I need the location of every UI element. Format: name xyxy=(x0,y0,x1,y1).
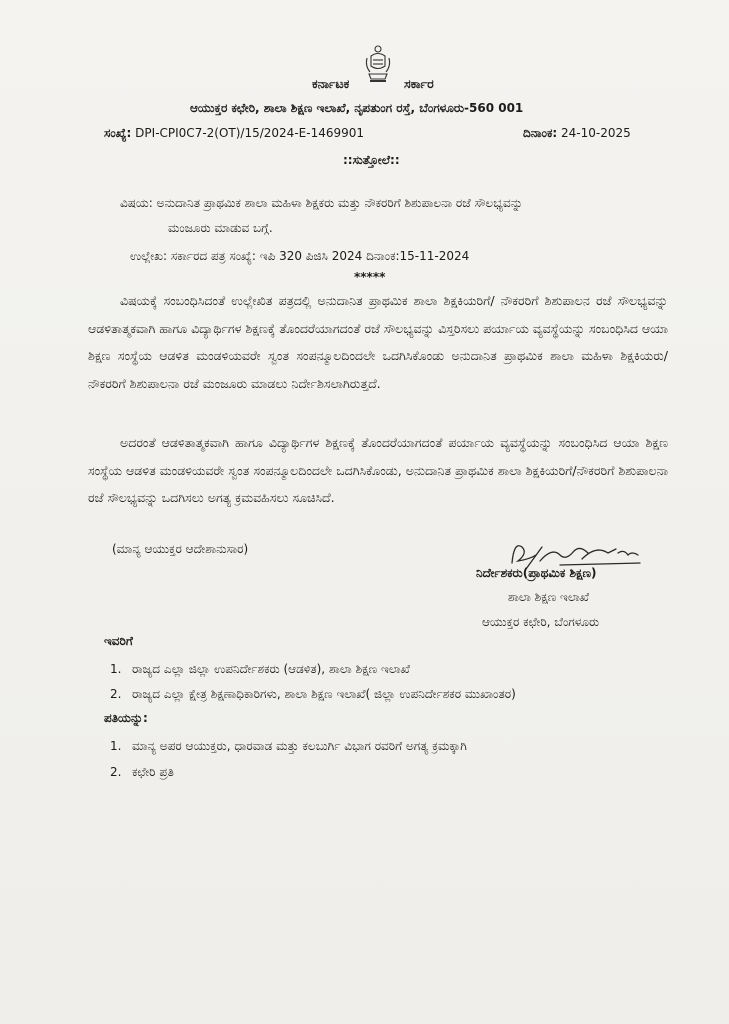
subject-label: ವಿಷಯ: xyxy=(120,196,153,210)
authority-line: (ಮಾನ್ಯ ಆಯುಕ್ತರ ಆದೇಶಾನುಸಾರ) xyxy=(112,542,249,556)
subject-text-1: ಅನುದಾನಿತ ಪ್ರಾಥಮಿಕ ಶಾಲಾ ಮಹಿಳಾ ಶಿಕ್ಷಕರು ಮತ್ತು ನೌಕರರಿಗೆ ಶಿಶುಪಾಲನಾ ರಜೆ ಸೌಲಭ್ಯವನ್ನು xyxy=(152,196,523,210)
body-paragraph-1: ವಿಷಯಕ್ಕೆ ಸಂಬಂಧಿಸಿದಂತೆ ಉಲ್ಲೇಖಿತ ಪತ್ರದಲ್ಲಿ ಅನುದಾನಿತ ಪ್ರಾಥಮಿಕ ಶಾಲಾ ಶಿಕ್ಷಕಿಯರಿಗೆ/ ನೌಕರರಿಗೆ ಶಿಶುಪಾಲನ ರಜೆ ಸೌಲಭ್ಯವನ್ನು ಆಡಳಿತಾತ್ಮಕವಾಗಿ ಹಾಗೂ ವಿದ್ಯಾರ್ಥಿಗಳ ಶಿಕ್ಷಣಕ್ಕೆ ತೊಂದರೆಯಾಗದಂತೆ ರಜೆ ಸೌಲಭ್ಯವನ್ನು ವಿಸ್ತರಿಸಲು ಪರ್ಯಾಯ ವ್ಯವಸ್ಥೆಯನ್ನು ಸಂಬಂಧಿಸಿದ ಆಯಾ ಶಿಕ್ಷಣ ಸಂಸ್ಥೆಯ ಆಡಳಿತ ಮಂಡಳಿಯವರೇ ಸ್ವಂತ ಸಂಪನ್ಮೂಲದಿಂದಲೇ ಒದಗಿಸಿಕೊಂಡು ಅನುದಾನಿತ ಪ್ರಾಥಮಿಕ ಶಾಲಾ ಮಹಿಳಾ ಶಿಕ್ಷಕಿಯರು/ನೌಕರರಿಗೆ ಶಿಶುಪಾಲನಾ ರಜೆ ಮಂಜೂರು ಮಾಡಲು ನಿರ್ದೇಶಿಸಲಾಗಿರುತ್ತದೆ. xyxy=(88,293,668,391)
signatory-department: ಶಾಲಾ ಶಿಕ್ಷಣ ಇಲಾಖೆ xyxy=(508,590,590,604)
recipient-text: ರಾಜ್ಯದ ಎಲ್ಲಾ ಜಿಲ್ಲಾ ಉಪನಿರ್ದೇಶಕರು (ಆಡಳಿತ), ಶಾಲಾ ಶಿಕ್ಷಣ ಇಲಾಖೆ xyxy=(132,662,411,676)
separator-stars: ***** xyxy=(354,270,386,284)
office-address xyxy=(190,101,523,116)
date-value: 24-10-2025 xyxy=(557,126,631,140)
government-label: ಸರ್ಕಾರ xyxy=(404,76,434,91)
copy-number: 2. xyxy=(110,765,122,779)
reference-number xyxy=(104,126,364,141)
circular-title: ::ಸುತ್ತೋಲೆ:: xyxy=(343,153,400,167)
body-paragraph-2: ಅದರಂತೆ ಆಡಳಿತಾತ್ಮಕವಾಗಿ ಹಾಗೂ ವಿದ್ಯಾರ್ಥಿಗಳ ಶಿಕ್ಷಣಕ್ಕೆ ತೊಂದರೆಯಾಗದಂತೆ ಪರ್ಯಾಯ ವ್ಯವಸ್ಥೆಯನ್ನು ಸಂಬಂಧಿಸಿದ ಆಯಾ ಶಿಕ್ಷಣ ಸಂಸ್ಥೆಯ ಆಡಳಿತ ಮಂಡಳಿಯವರೇ ಸ್ವಂತ ಸಂಪನ್ಮೂಲದಿಂದಲೇ ಒದಗಿಸಿಕೊಂಡು, ಅನುದಾನಿತ ಪ್ರಾಥಮಿಕ ಶಾಲಾ ಶಿಕ್ಷಕಿಯರಿಗೆ/ನೌಕರರಿಗೆ ಶಿಶುಪಾಲನಾ ರಜೆ ಸೌಲಭ್ಯವನ್ನು ಒದಗಿಸಲು ಅಗತ್ಯ ಕ್ರಮವಹಿಸಲು ಸೂಚಿಸಿದೆ. xyxy=(88,435,668,505)
copy-item xyxy=(110,765,174,780)
pincode: 560 001 xyxy=(469,101,524,115)
recipient-number: 1. xyxy=(110,662,122,676)
letter-date xyxy=(523,126,631,141)
recipients-label: ಇವರಿಗೆ xyxy=(104,634,133,648)
copies-label: ಪತಿಯನ್ನು: xyxy=(104,711,148,725)
recipient-item xyxy=(110,687,516,702)
copy-text: ಮಾನ್ಯ ಅಪರ ಆಯುಕ್ತರು, ಧಾರವಾಡ ಮತ್ತು ಕಲಬುರ್ಗಿ ವಿಭಾಗ ರವರಿಗೆ ಅಗತ್ಯ ಕ್ರಮಕ್ಕಾಗಿ xyxy=(132,739,467,753)
reference-line xyxy=(130,249,469,264)
state-emblem-icon xyxy=(363,44,393,84)
recipient-text: ರಾಜ್ಯದ ಎಲ್ಲಾ ಕ್ಷೇತ್ರ ಶಿಕ್ಷಣಾಧಿಕಾರಿಗಳು, ಶಾಲಾ ಶಿಕ್ಷಣ ಇಲಾಖೆ( ಜಿಲ್ಲಾ ಉಪನಿರ್ದೇಶಕರ ಮುಖಾಂತರ) xyxy=(132,687,516,701)
office-address-text: ಆಯುಕ್ತರ ಕಛೇರಿ, ಶಾಲಾ ಶಿಕ್ಷಣ ಇಲಾಖೆ, ನೃಪತುಂಗ ರಸ್ತೆ, ಬೆಂಗಳೂರು- xyxy=(190,101,469,115)
signatory-office: ಆಯುಕ್ತರ ಕಛೇರಿ, ಬೆಂಗಳೂರು xyxy=(482,615,600,629)
date-label: ದಿನಾಂಕ: xyxy=(523,126,558,140)
recipient-item xyxy=(110,662,410,677)
copy-text: ಕಛೇರಿ ಪ್ರತಿ xyxy=(132,765,174,779)
reference-label: ಉಲ್ಲೇಖ: xyxy=(130,249,168,263)
ref-number-value: DPI-CPI0C7-2(OT)/15/2024-E-1469901 xyxy=(131,126,365,140)
state-name: ಕರ್ನಾಟಕ xyxy=(312,76,350,91)
recipient-number: 2. xyxy=(110,687,122,701)
signatory-title: ನಿರ್ದೇಶಕರು(ಪ್ರಾಥಮಿಕ ಶಿಕ್ಷಣ) xyxy=(476,566,597,580)
reference-text: ಸರ್ಕಾರದ ಪತ್ರ ಸಂಖ್ಯೆ: ಇಪಿ 320 ಪಿಜಿಸಿ 2024 ದಿನಾಂಕ:15-11-2024 xyxy=(167,249,470,263)
ref-label: ಸಂಖ್ಯೆ: xyxy=(104,126,132,140)
subject-line-1 xyxy=(120,196,523,211)
copy-item xyxy=(110,739,467,754)
copy-number: 1. xyxy=(110,739,122,753)
subject-line-2: ಮಂಜೂರು ಮಾಡುವ ಬಗ್ಗೆ. xyxy=(168,221,273,235)
